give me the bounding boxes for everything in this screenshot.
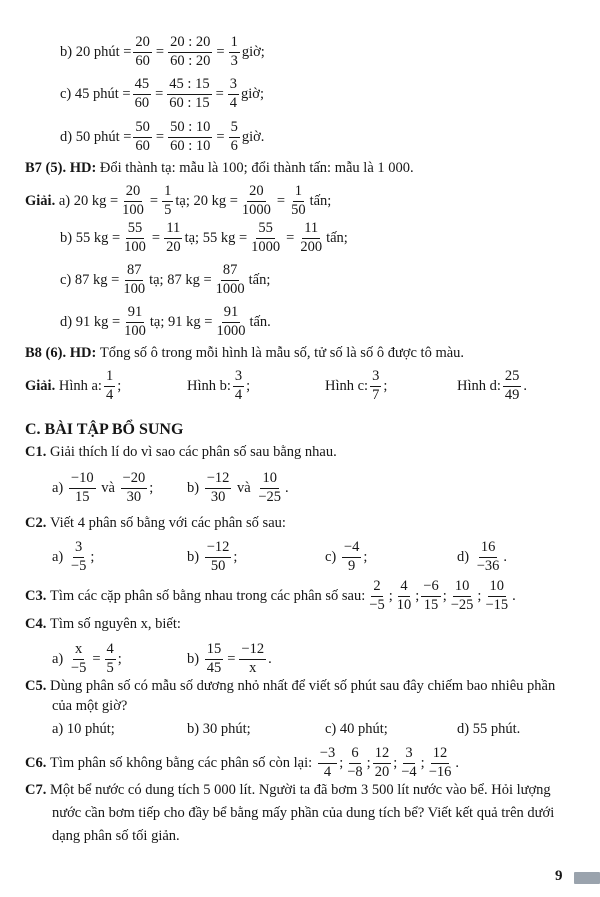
fraction: $\frac{-4}{9}$ [343,538,360,574]
fraction: $\frac{87}{100}$ [123,261,146,297]
fraction: $\frac{12}{-16}$ [428,744,452,780]
fraction: $\frac{3}{4}$ [229,75,238,111]
fraction: $\frac{50}{60}$ [135,118,150,154]
fraction: $\frac{91}{100}$ [124,303,146,339]
fraction: $\frac{-6}{15}$ [423,577,439,613]
fraction: $\frac{1}{4}$ [105,367,114,403]
fraction: $\frac{1}{5}$ [164,182,172,218]
fraction: $\frac{45 : 15}{60 : 15}$ [169,75,210,111]
fraction: $\frac{4}{5}$ [106,640,114,676]
fraction: $\frac{-3}{4}$ [319,744,336,780]
fraction: $\frac{4}{10}$ [396,577,412,613]
fraction: $\frac{11}{20}$ [166,219,181,255]
fraction: $\frac{45}{60}$ [134,75,150,111]
fraction: $\frac{-12}{30}$ [206,469,230,505]
fraction: $\frac{55}{1000}$ [251,219,281,255]
fraction: $\frac{91}{1000}$ [216,303,246,339]
fraction: $\frac{15}{45}$ [206,640,222,676]
fraction: $\frac{10}{-25}$ [450,577,474,613]
fraction: $\frac{50 : 10}{60 : 10}$ [170,118,211,154]
fraction: $\frac{1}{50}$ [291,182,306,218]
fraction: $\frac{20}{1000}$ [241,182,271,218]
page-number: 9 [555,868,563,884]
fraction: $\frac{87}{1000}$ [215,261,245,297]
fraction: $\frac{25}{49}$ [504,367,520,403]
fraction: $\frac{3}{7}$ [372,367,380,403]
fraction: $\frac{5}{6}$ [230,118,238,154]
fraction: $\frac{1}{3}$ [230,33,238,69]
fraction: $\frac{3}{-5}$ [70,538,87,574]
fraction: $\frac{20}{60}$ [135,33,150,69]
fraction: $\frac{2}{-5}$ [369,577,385,613]
fraction: $\frac{10}{-15}$ [485,577,509,613]
fraction: $\frac{55}{100}$ [124,219,146,255]
fraction: $\frac{-10}{15}$ [70,469,94,505]
fraction: $\frac{3}{4}$ [234,367,243,403]
fraction: $\frac{20}{100}$ [122,182,144,218]
fraction: $\frac{-20}{30}$ [122,469,146,505]
fraction: $\frac{11}{200}$ [300,219,323,255]
fraction: $\frac{20 : 20}{60 : 20}$ [170,33,211,69]
fraction: $\frac{3}{-4}$ [401,744,417,780]
fraction: $\frac{12}{20}$ [374,744,390,780]
fraction: $\frac{10}{-25}$ [258,469,282,505]
page-corner-tab [574,872,600,884]
fraction: $\frac{16}{-36}$ [476,538,500,574]
fraction: $\frac{6}{-8}$ [347,744,363,780]
fraction: $\frac{-12}{x}$ [241,640,265,676]
fraction: $\frac{x}{-5}$ [70,640,87,676]
fraction: $\frac{-12}{50}$ [206,538,230,574]
